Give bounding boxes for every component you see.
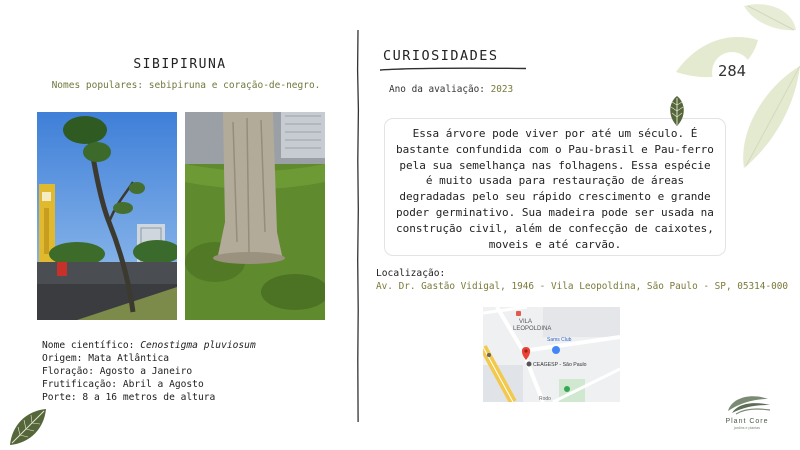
tree-trunk-photo (185, 112, 325, 320)
curiosities-title: CURIOSIDADES (383, 48, 499, 64)
species-facts (42, 339, 256, 404)
year-value: 2023 (490, 84, 514, 95)
scientific-name-row (42, 339, 256, 352)
leaf-icon-bottom (6, 405, 48, 449)
map-road-label: Rodo (539, 396, 551, 402)
tree-size: Porte: 8 a 16 metros de altura (42, 392, 216, 403)
map-poi-sams: Sams Club (547, 337, 572, 343)
logo-name: Plant Core (725, 418, 769, 425)
evaluation-year (389, 84, 513, 95)
title-underline (378, 66, 528, 72)
species-title: SIBIPIRUNA (133, 57, 227, 72)
location-map[interactable] (483, 307, 620, 402)
origin: Origem: Mata Atlântica (42, 353, 170, 364)
year-label: Ano da avaliação: (389, 84, 485, 95)
fruiting: Frutificação: Abril a Agosto (42, 379, 204, 390)
leaf-icon (666, 95, 688, 127)
location-label: Localização: (376, 268, 446, 279)
location-address: Av. Dr. Gastão Vidigal, 1946 - Vila Leopoldina, São Paulo - SP, 05314-000 (376, 281, 789, 292)
page-number: 284 (718, 62, 746, 80)
sams-club-marker[interactable] (552, 346, 560, 354)
map-district-2: LEOPOLDINA (513, 326, 552, 332)
tree-photo-full (37, 112, 177, 320)
plant-core-logo (722, 391, 774, 415)
scientific-name: Cenostigma pluviosum (140, 340, 256, 351)
curiosities-text: Essa árvore pode viver por até um século. É bastante confundida com o Pau-brasil e Pau-ferro pela sua semelhança nas folhagens. Essa espécie é muito usada para restauração de áreas degradadas pelo seu rápido crescimento e grande poder germinativo. Sua madeira pode ser usada na construção civil, além de confecção de caixotes, moveis e até carvão. (396, 127, 714, 251)
map-poi-ceagesp: CEAGESP - São Paulo (533, 362, 587, 368)
flowering: Floração: Agosto a Janeiro (42, 366, 193, 377)
map-district-1: VILA (519, 319, 533, 325)
popular-names: Nomes populares: sebipiruna e coração-de-negro. (51, 80, 321, 91)
vertical-divider (356, 30, 360, 422)
logo-tagline: jardins e plantas (733, 426, 761, 430)
scientific-name-label: Nome científico: (42, 340, 135, 351)
